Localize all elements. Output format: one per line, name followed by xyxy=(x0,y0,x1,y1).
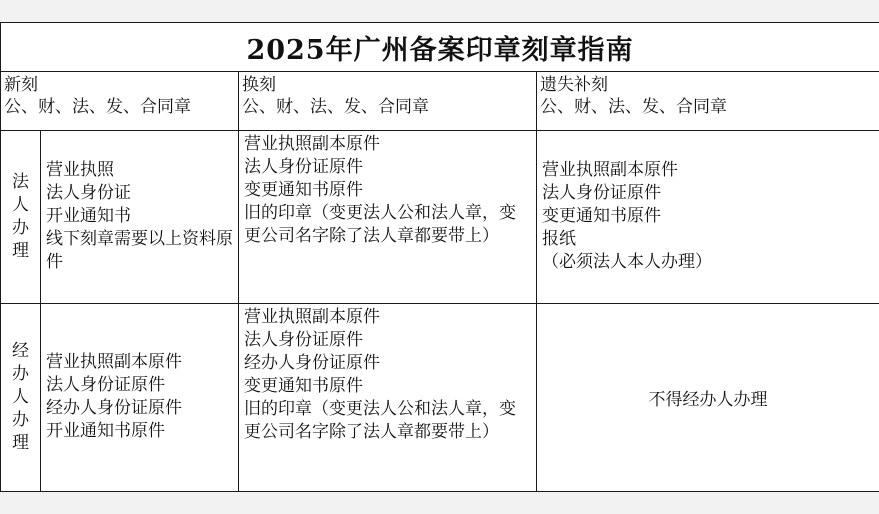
row-label-char: 法 xyxy=(12,171,29,192)
list-item: 报纸 xyxy=(542,229,576,250)
list-item: 变更通知书原件 xyxy=(542,206,661,227)
list-item: 经办人身份证原件 xyxy=(46,398,182,419)
header-lost-seals: 公、财、法、发、合同章 xyxy=(540,97,727,118)
row-label-char: 理 xyxy=(12,240,29,261)
row-label-agent xyxy=(1,303,41,491)
cell-legal-new xyxy=(41,131,239,303)
list-item: 法人身份证原件 xyxy=(46,375,165,396)
list-item: 线下刻章需要以上资料原件 xyxy=(46,229,233,273)
row-label-char: 办 xyxy=(12,363,29,384)
header-replace xyxy=(239,72,537,131)
list-item: 法人身份证原件 xyxy=(542,183,661,204)
header-new xyxy=(1,72,239,131)
list-item: 法人身份证 xyxy=(46,183,131,204)
seal-guide-table xyxy=(0,22,879,492)
list-item: 营业执照 xyxy=(46,160,114,181)
header-new-seals: 公、财、法、发、合同章 xyxy=(4,97,191,118)
list-item: 旧的印章（变更法人公和法人章，变更公司名字除了法人章都要带上） xyxy=(244,398,516,442)
row-label-char: 办 xyxy=(12,409,29,430)
row-label-legal-person xyxy=(1,131,41,303)
list-item: 营业执照副本原件 xyxy=(244,134,380,155)
list-item: 营业执照副本原件 xyxy=(244,306,380,327)
row-label-char: 理 xyxy=(12,432,29,453)
cell-agent-replace xyxy=(239,303,537,491)
row-label-char: 人 xyxy=(12,386,29,407)
cell-agent-lost: 不得经办人办理 xyxy=(537,303,879,491)
header-replace-label: 换刻 xyxy=(242,75,276,96)
list-item: 旧的印章（变更法人公和法人章，变更公司名字除了法人章都要带上） xyxy=(244,203,516,247)
list-item: 营业执照副本原件 xyxy=(46,352,182,373)
list-item: 开业通知书原件 xyxy=(46,421,165,442)
cell-legal-lost xyxy=(537,131,879,303)
guide-sheet xyxy=(0,22,879,492)
header-new-label: 新刻 xyxy=(4,75,38,96)
list-item: 营业执照副本原件 xyxy=(542,160,678,181)
page-title: 2025年广州备案印章刻章指南 xyxy=(1,23,879,72)
list-item: 法人身份证原件 xyxy=(244,329,363,350)
row-label-char: 办 xyxy=(12,217,29,238)
list-item: 法人身份证原件 xyxy=(244,157,363,178)
list-item: 变更通知书原件 xyxy=(244,375,363,396)
header-lost xyxy=(537,72,879,131)
cell-legal-replace xyxy=(239,131,537,303)
list-item: 经办人身份证原件 xyxy=(244,352,380,373)
cell-agent-new xyxy=(41,303,239,491)
list-item: （必须法人本人办理） xyxy=(542,252,712,273)
header-replace-seals: 公、财、法、发、合同章 xyxy=(242,97,429,118)
row-label-char: 经 xyxy=(12,340,29,361)
row-label-char: 人 xyxy=(12,194,29,215)
list-item: 变更通知书原件 xyxy=(244,180,363,201)
list-item: 开业通知书 xyxy=(46,206,131,227)
header-lost-label: 遗失补刻 xyxy=(540,75,608,96)
